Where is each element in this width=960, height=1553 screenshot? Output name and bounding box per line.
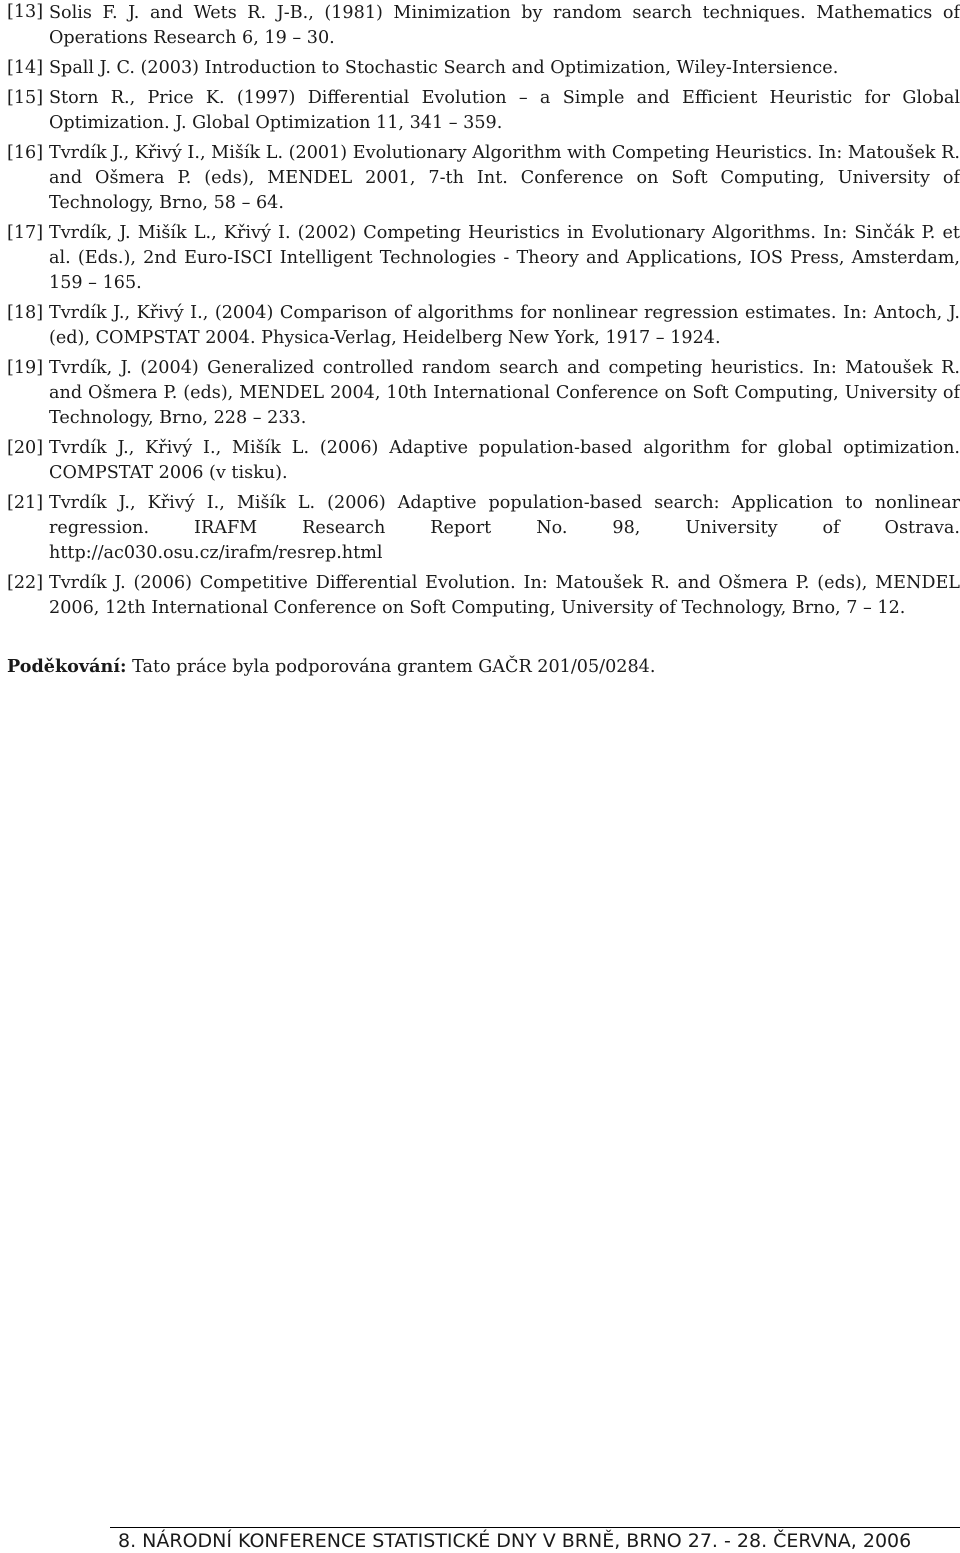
reference-number: [15] [7, 88, 44, 108]
reference-text: Spall J. C. (2003) Introduction to Stochastic Search and Optimization, Wiley-Intersience. [49, 58, 839, 78]
reference-number: [19] [7, 358, 44, 378]
reference-item [7, 86, 960, 136]
reference-item [7, 56, 960, 81]
reference-item [7, 356, 960, 431]
footer-rule [110, 1527, 960, 1528]
reference-text: Tvrdík, J. Mišík L., Křivý I. (2002) Competing Heuristics in Evolutionary Algorithms. In: Sinčák P. et al. (Eds.), 2nd Euro-ISCI Intelligent Technologies - Theory and Applications, IOS Press, Amsterdam, 159 – 165. [49, 223, 960, 293]
reference-number: [14] [7, 58, 44, 78]
reference-item [7, 301, 960, 351]
reference-number: [16] [7, 143, 44, 163]
reference-number: [13] [7, 2, 44, 22]
acknowledgement [7, 654, 655, 680]
reference-text: Tvrdík, J. (2004) Generalized controlled random search and competing heuristics. In: Matoušek R. and Ošmera P. (eds), MENDEL 2004, 10th International Conference on Soft Computing, University of Technology, Brno, 228 – 233. [49, 358, 960, 428]
reference-number: [20] [7, 438, 44, 458]
reference-item [7, 0, 960, 51]
reference-item [7, 221, 960, 296]
reference-text: Storn R., Price K. (1997) Differential Evolution – a Simple and Efficient Heuristic for Global Optimization. J. Global Optimization 11, 341 – 359. [49, 88, 960, 133]
acknowledgement-text: Tato práce byla podporována grantem GAČR 201/05/0284. [132, 657, 656, 677]
reference-number: [22] [7, 573, 44, 593]
reference-item [7, 141, 960, 216]
reference-item [7, 436, 960, 486]
reference-item [7, 491, 960, 566]
reference-text: Tvrdík J., Křivý I., (2004) Comparison of algorithms for nonlinear regression estimates. In: Antoch, J. (ed), COMPSTAT 2004. Physica-Verlag, Heidelberg New York, 1917 – 1924. [49, 303, 960, 348]
reference-text: Solis F. J. and Wets R. J-B., (1981) Minimization by random search techniques. Mathematics of Operations Research 6, 19 – 30. [49, 3, 960, 48]
reference-text: Tvrdík J., Křivý I., Mišík L. (2006) Adaptive population-based search: Application to nonlinear regression. IRAFM Research Report No. 98, University of Ostrava. http://ac030.osu.cz/irafm/resrep.html [49, 493, 960, 563]
reference-list [7, 0, 960, 621]
reference-number: [18] [7, 303, 44, 323]
reference-text: Tvrdík J., Křivý I., Mišík L. (2001) Evolutionary Algorithm with Competing Heuristics. In: Matoušek R. and Ošmera P. (eds), MENDEL 2001, 7-th Int. Conference on Soft Computing, University of Technology, Brno, 58 – 64. [49, 143, 960, 213]
page-footer: 8. NÁRODNÍ KONFERENCE STATISTICKÉ DNY V BRNĚ, BRNO 27. - 28. ČERVNA, 2006 [118, 1530, 912, 1552]
reference-number: [17] [7, 223, 44, 243]
acknowledgement-label: Poděkování: [7, 656, 127, 677]
reference-text: Tvrdík J., Křivý I., Mišík L. (2006) Adaptive population-based algorithm for global optimization. COMPSTAT 2006 (v tisku). [49, 438, 960, 483]
reference-text: Tvrdík J. (2006) Competitive Differential Evolution. In: Matoušek R. and Ošmera P. (eds), MENDEL 2006, 12th International Conference on Soft Computing, University of Technology, Brno, 7 – 12. [49, 573, 960, 618]
reference-number: [21] [7, 493, 44, 513]
reference-item [7, 571, 960, 621]
